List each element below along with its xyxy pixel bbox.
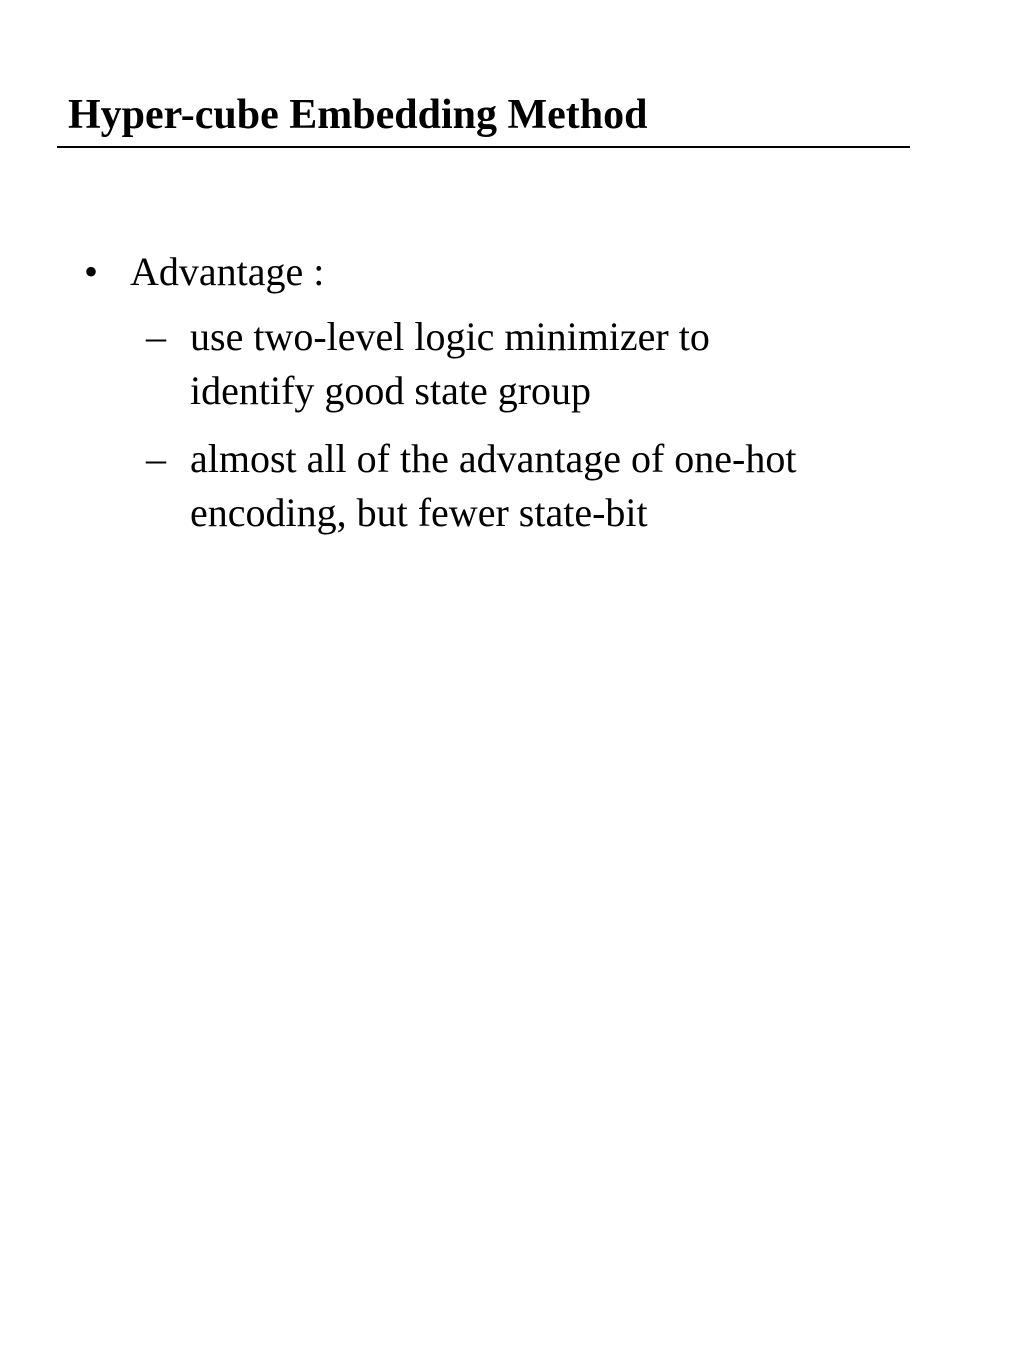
sub-item-line: identify good state group [190,368,592,413]
bullet-label: Advantage : [130,249,325,294]
sub-item-marker: – [146,314,166,359]
sub-item-line: almost all of the advantage of one-hot [190,436,797,481]
title-underline-divider [57,146,910,148]
sub-item-line: encoding, but fewer state-bit [190,490,648,535]
slide-title: Hyper-cube Embedding Method [68,92,648,138]
sub-item-line: use two-level logic minimizer to [190,314,710,359]
sub-item-text [190,432,910,540]
sub-item-marker: – [146,436,166,481]
bullet-marker: • [84,249,99,294]
sub-item-text [190,310,910,418]
